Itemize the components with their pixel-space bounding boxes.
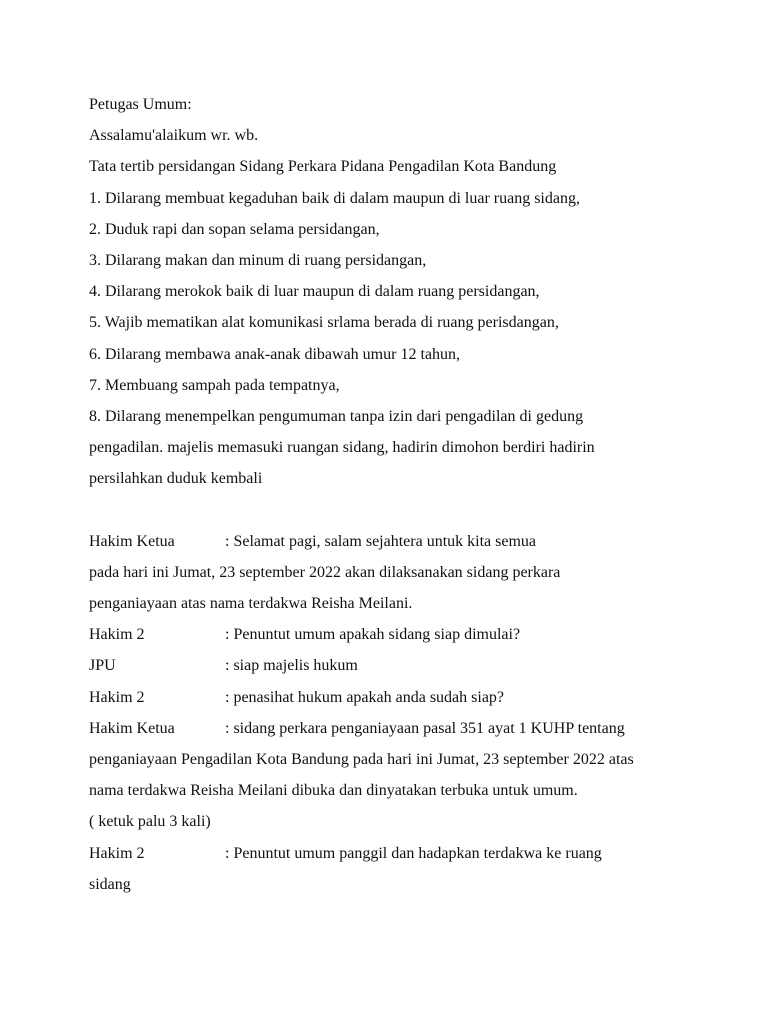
stage-direction: ( ketuk palu 3 kali) bbox=[89, 813, 211, 831]
speaker-label: Hakim 2 bbox=[89, 844, 145, 862]
speech-continuation: sidang bbox=[89, 875, 131, 893]
speech-text: : siap majelis hukum bbox=[225, 657, 358, 675]
intro-line: Petugas Umum: bbox=[89, 96, 192, 113]
dialogue-line bbox=[89, 619, 729, 650]
speaker-label: Hakim 2 bbox=[89, 688, 145, 706]
speaker-label: Hakim 2 bbox=[89, 626, 145, 644]
rule-item: 8. Dilarang menempelkan pengumuman tanpa izin dari pengadilan di gedung bbox=[89, 407, 584, 425]
speech-continuation: nama terdakwa Reisha Meilani dibuka dan dinyatakan terbuka untuk umum. bbox=[89, 782, 578, 800]
dialogue-line bbox=[89, 650, 729, 681]
intro-line: Assalamu'alaikum wr. wb. bbox=[89, 127, 259, 145]
speaker-label: Hakim Ketua bbox=[89, 719, 175, 737]
intro-line: Tata tertib persidangan Sidang Perkara Pidana Pengadilan Kota Bandung bbox=[89, 158, 557, 176]
rule-item: 3. Dilarang makan dan minum di ruang persidangan, bbox=[89, 251, 427, 269]
rule-item-continuation: persilahkan duduk kembali bbox=[89, 470, 263, 488]
speech-continuation: penganiayaan atas nama terdakwa Reisha Meilani. bbox=[89, 595, 413, 612]
speaker-label: JPU bbox=[89, 657, 116, 675]
dialogue-line bbox=[89, 682, 729, 713]
dialogue-line bbox=[89, 713, 729, 744]
rule-item: 2. Duduk rapi dan sopan selama persidangan, bbox=[89, 220, 380, 238]
rule-item: 4. Dilarang merokok baik di luar maupun di dalam ruang persidangan, bbox=[89, 283, 540, 301]
speaker-label: Hakim Ketua bbox=[89, 532, 175, 550]
rule-item: 1. Dilarang membuat kegaduhan baik di dalam maupun di luar ruang sidang, bbox=[89, 189, 580, 207]
speech-continuation: pada hari ini Jumat, 23 september 2022 akan dilaksanakan sidang perkara bbox=[89, 563, 561, 581]
rule-item-continuation: pengadilan. majelis memasuki ruangan sidang, hadirin dimohon berdiri hadirin bbox=[89, 439, 595, 457]
rule-item: 5. Wajib mematikan alat komunikasi srlama berada di ruang perisdangan, bbox=[89, 314, 559, 332]
rule-item: 7. Membuang sampah pada tempatnya, bbox=[89, 376, 340, 394]
speech-continuation: penganiayaan Pengadilan Kota Bandung pada hari ini Jumat, 23 september 2022 atas bbox=[89, 750, 634, 768]
dialogue-line bbox=[89, 838, 729, 869]
paragraph-gap bbox=[89, 494, 729, 525]
speech-text: : Penuntut umum apakah sidang siap dimulai? bbox=[225, 626, 521, 644]
speech-text: : penasihat hukum apakah anda sudah siap? bbox=[225, 688, 505, 706]
speech-text: : Penuntut umum panggil dan hadapkan terdakwa ke ruang bbox=[225, 844, 602, 862]
rule-item: 6. Dilarang membawa anak-anak dibawah umur 12 tahun, bbox=[89, 345, 460, 363]
speech-text: : sidang perkara penganiayaan pasal 351 ayat 1 KUHP tentang bbox=[225, 719, 625, 737]
dialogue-line bbox=[89, 526, 729, 557]
speech-text: : Selamat pagi, salam sejahtera untuk kita semua bbox=[225, 532, 537, 550]
document-body bbox=[89, 89, 729, 900]
